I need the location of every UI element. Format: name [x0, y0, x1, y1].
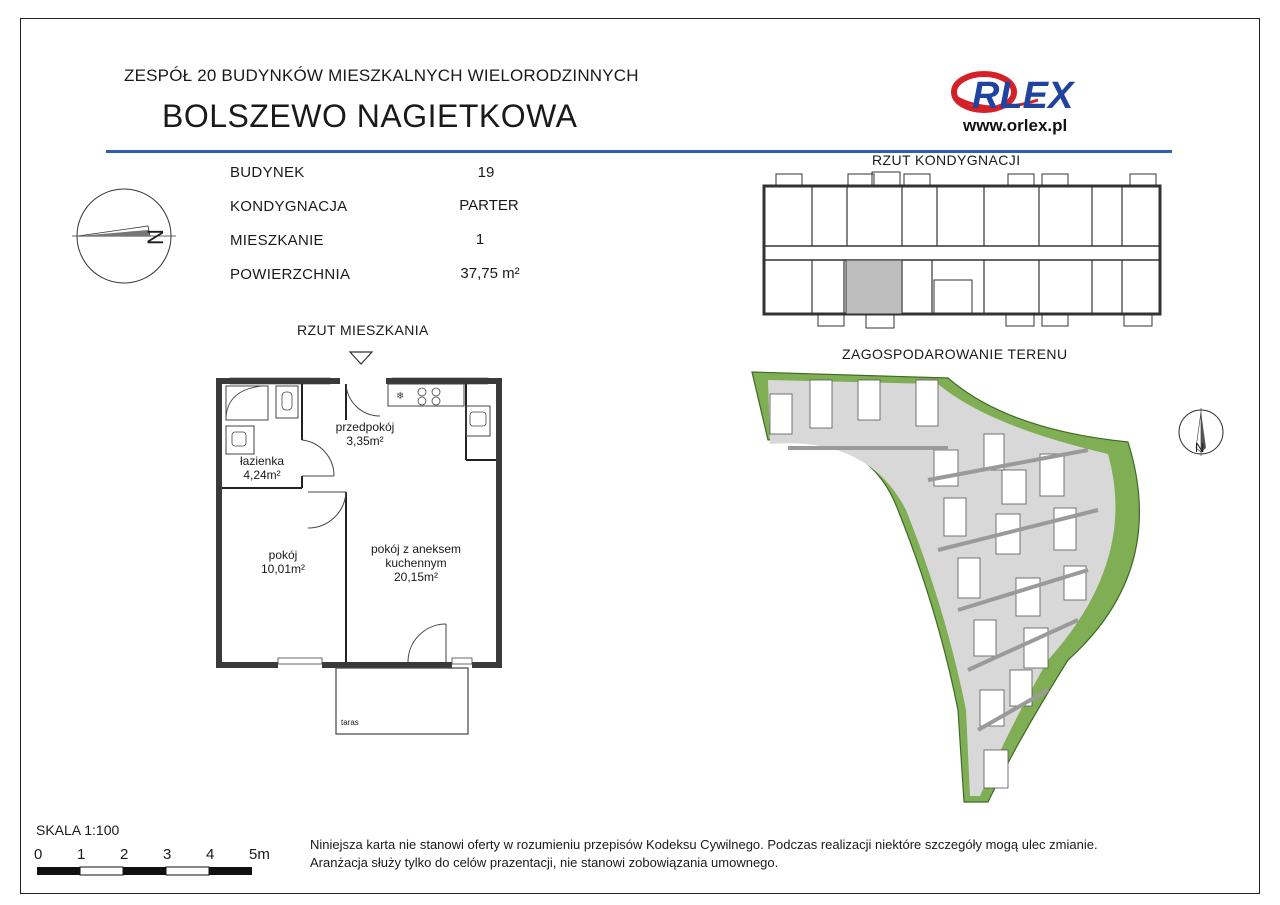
scale-mark: 1 [77, 846, 86, 863]
site-plan-caption: ZAGOSPODAROWANIE TERENU [842, 346, 1068, 362]
room-bathroom [222, 454, 302, 482]
room-hall-area: 3,35m² [346, 434, 384, 448]
apartment-plan-caption: RZUT MIESZKANIA [297, 322, 429, 338]
scale-title: SKALA 1:100 [36, 822, 120, 838]
floor-plan-caption: RZUT KONDYGNACJI [872, 152, 1021, 168]
scale-bar [36, 866, 266, 876]
room-living-area: 20,15m² [393, 570, 439, 584]
room-bedroom-name: pokój [268, 548, 298, 562]
scale-mark: 2 [120, 846, 129, 863]
apartment-value: 1 [475, 231, 485, 248]
scale-mark: 4 [206, 846, 215, 863]
building-value: 19 [477, 164, 495, 181]
room-living [356, 542, 476, 584]
site-compass-north-label: N [1195, 440, 1205, 455]
scale-marks [34, 846, 292, 863]
project-subtitle: ZESPÓŁ 20 BUDYNKÓW MIESZKALNYCH WIELORODZINNYCH [124, 66, 639, 85]
svg-text:❄: ❄ [396, 391, 405, 402]
scale-mark: 3 [163, 846, 172, 863]
area-label: POWIERZCHNIA [230, 266, 351, 283]
scale-mark: 0 [34, 846, 43, 863]
disclaimer [310, 836, 1098, 872]
floor-label: KONDYGNACJA [230, 198, 348, 215]
orlex-logo [948, 66, 1178, 122]
logo-url[interactable]: www.orlex.pl [963, 116, 1068, 135]
room-terrace-name: taras [341, 718, 359, 727]
building-floor-plan [752, 168, 1172, 334]
area-value: 37,75 m² [460, 265, 520, 282]
svg-text:RLEX: RLEX [972, 75, 1074, 117]
room-hall [320, 420, 410, 448]
room-living-name-2: kuchennym [385, 556, 447, 570]
disclaimer-line-2: Aranżacja służy tylko do celów prazentacji, nie stanowi zobowiązania umownego. [310, 855, 779, 870]
room-bathroom-name: łazienka [239, 454, 285, 468]
room-bathroom-area: 4,24m² [243, 468, 281, 482]
entrance-marker-icon [348, 350, 374, 366]
disclaimer-line-1: Niniejsza karta nie stanowi oferty w rozumieniu przepisów Kodeksu Cywilnego. Podczas realizacji niektóre szczegóły mogą ulec zmianie. [310, 837, 1098, 852]
floor-value: PARTER [459, 197, 519, 214]
site-plan-map [748, 370, 1168, 810]
apartment-label: MIESZKANIE [230, 232, 324, 249]
room-hall-name: przedpokój [335, 420, 395, 434]
scale-mark: 5m [249, 846, 270, 863]
room-bedroom-area: 10,01m² [260, 562, 306, 576]
compass-north-label: N [142, 229, 168, 245]
building-label: BUDYNEK [230, 164, 305, 181]
project-title: BOLSZEWO NAGIETKOWA [162, 98, 578, 134]
room-living-name-1: pokój z aneksem [370, 542, 462, 556]
room-bedroom [238, 548, 328, 576]
